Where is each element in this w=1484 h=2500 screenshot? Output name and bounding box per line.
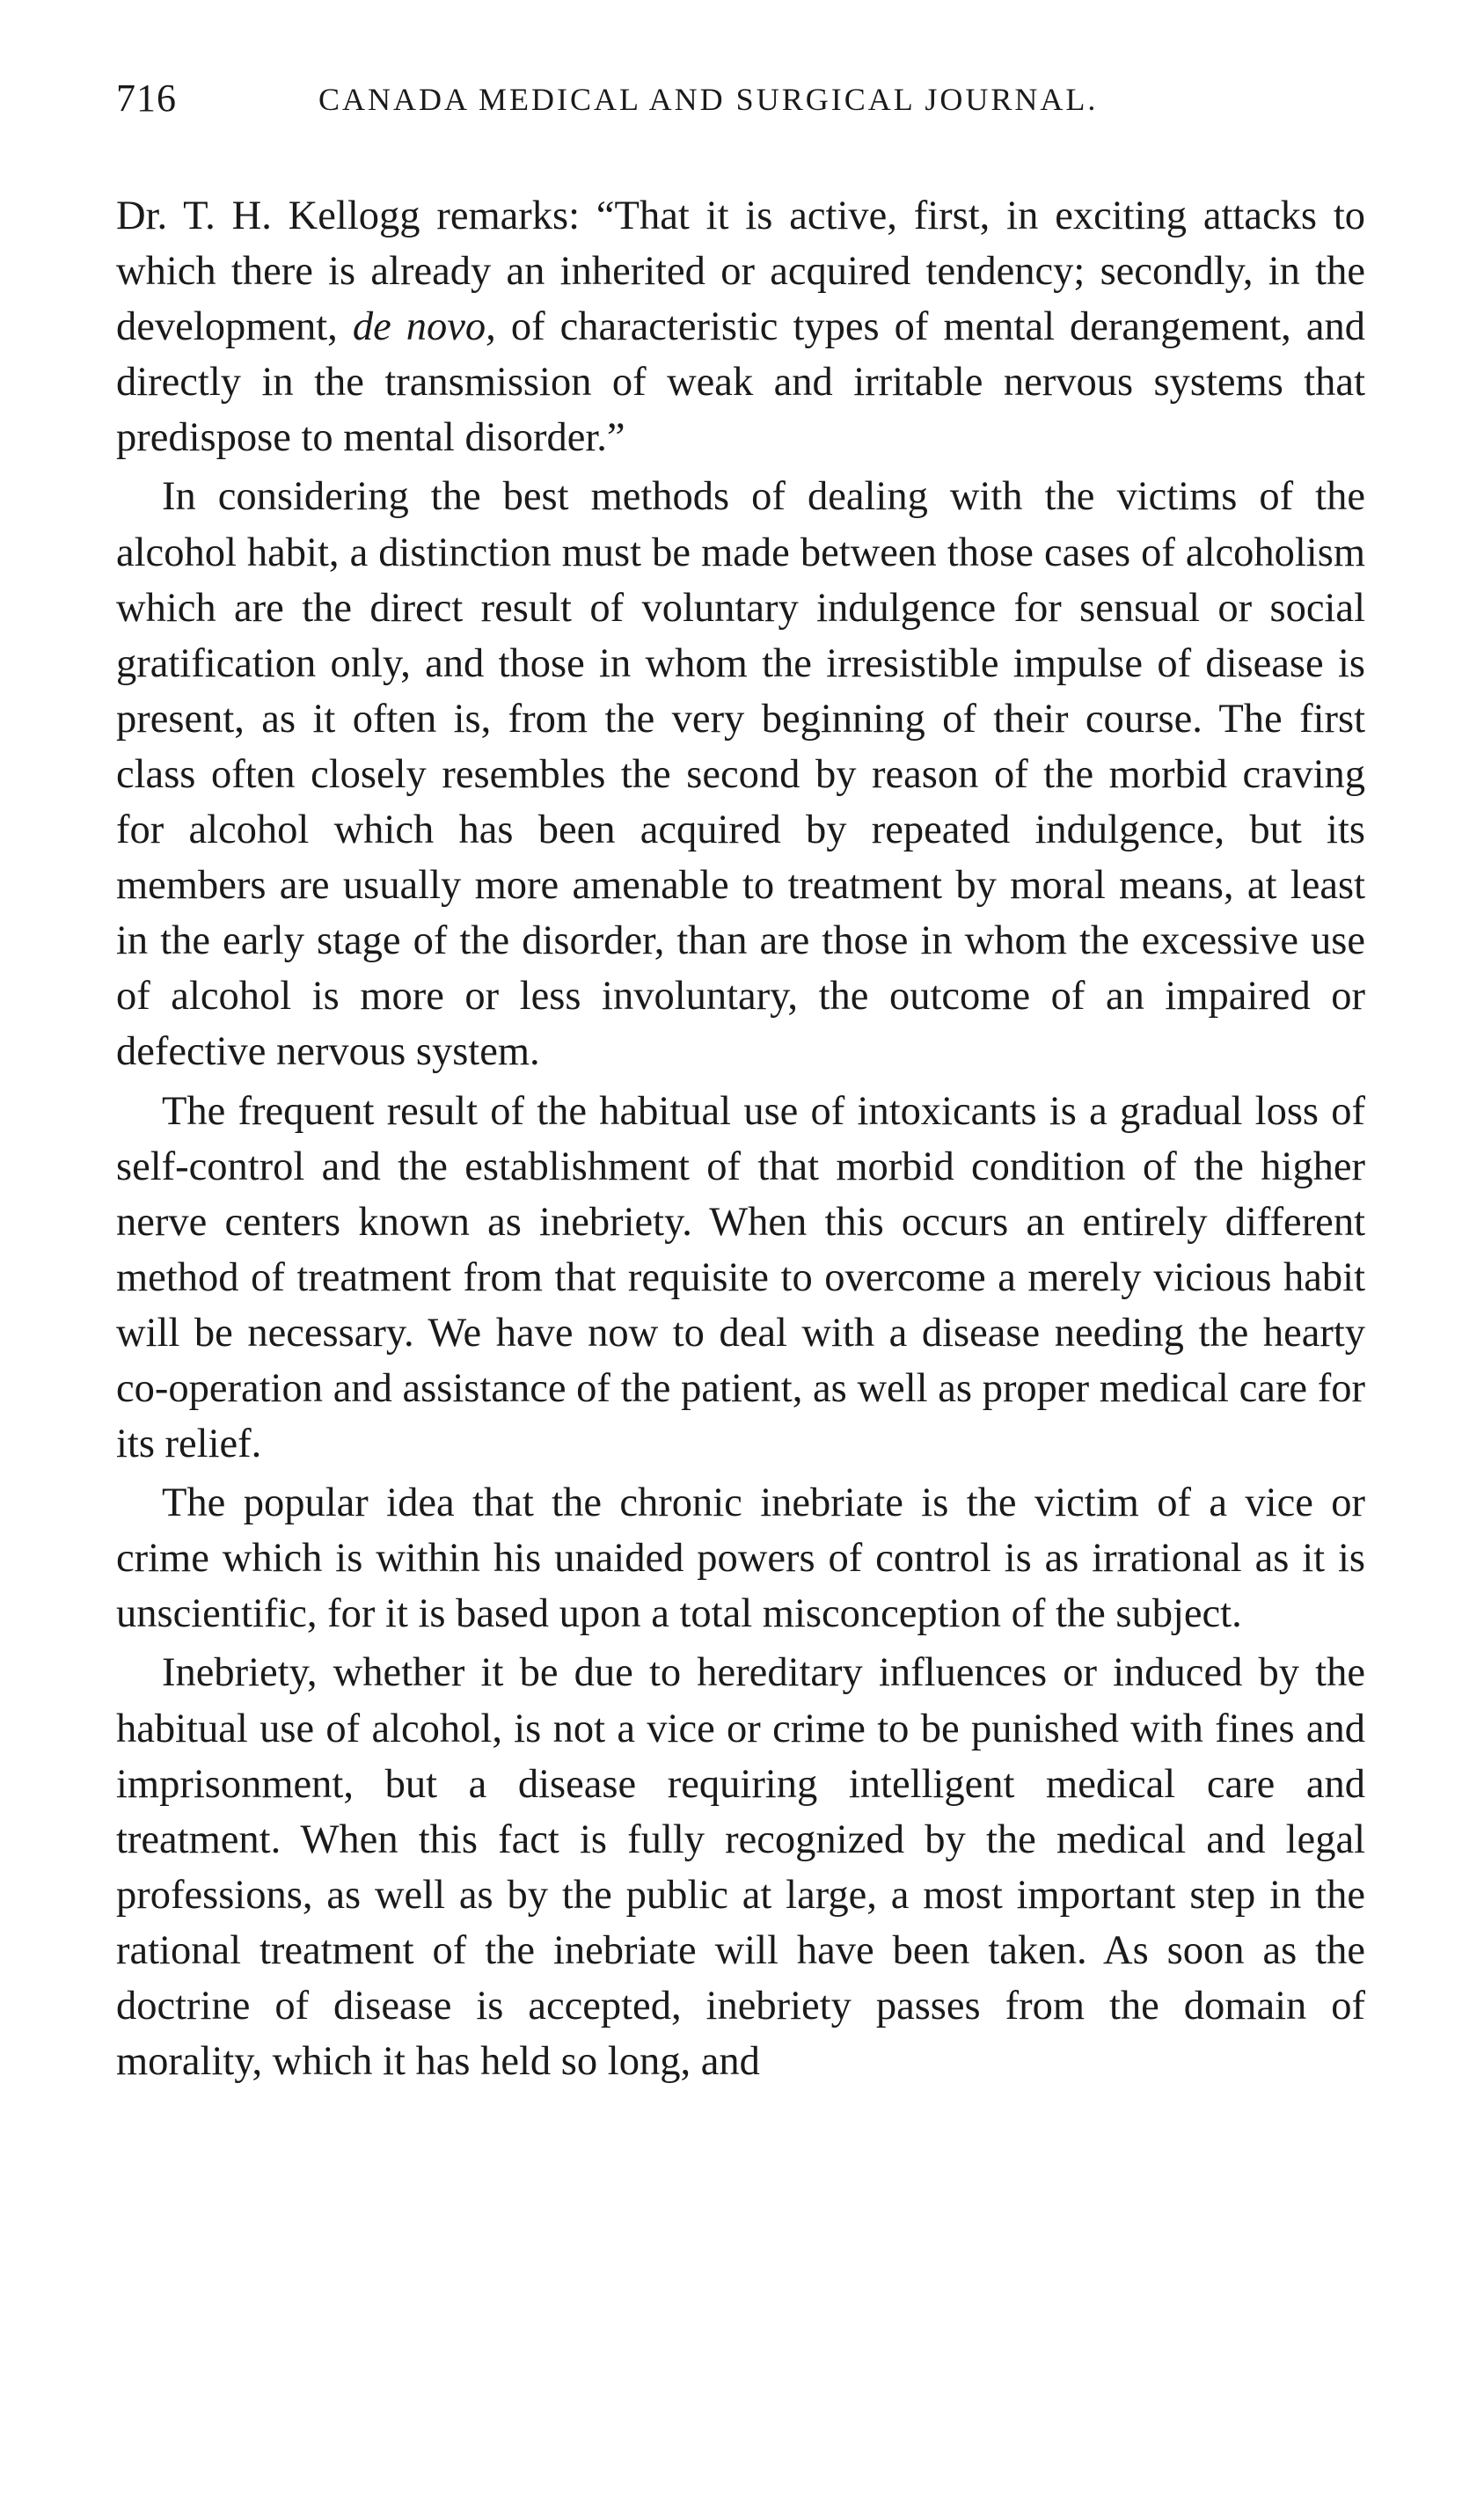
paragraph-habitual-use: The frequent result of the habitual use of intoxicants is a gradual loss of self-control and the establishment of that morbid condition of the higher nerve centers known as inebriety. When this occurs an entirely different method of treatment from that requisite to overcome a merely vicious habit will be necessary. We have now to deal with a disease needing the hearty co-operation and assistance of the patient, as well as proper medical care for its relief. (116, 1088, 1365, 1467)
paragraph-kellogg-quote (116, 188, 1365, 465)
article-body (116, 188, 1365, 2089)
running-head (116, 76, 1365, 137)
journal-page (116, 76, 1365, 2089)
italic-phrase: de novo, (352, 304, 496, 350)
paragraph-methods: In considering the best methods of dealing with the victims of the alcohol habit, a distinction must be made between those cases of alcoholism which are the direct result of voluntary indulgence for sensual or social gratification only, and those in whom the irresistible impulse of disease is present, as it often is, from the very beginning of their course. The first class often closely resembles the second by reason of the morbid craving for alcohol which has been acquired by repeated indulgence, but its members are usually more amenable to treatment by moral means, at least in the early stage of the disorder, than are those in whom the excessive use of alcohol is more or less involuntary, the outcome of an impaired or defective nervous system. (116, 474, 1365, 1075)
journal-title: CANADA MEDICAL AND SURGICAL JOURNAL. (318, 82, 1099, 117)
page-number: 716 (116, 77, 177, 120)
quote-text-start: Dr. T. H. Kellogg remarks: “That it is active, first, in exciting attacks to which there is already an inherited or acquired tendency; secondly, in the development, (116, 194, 1365, 350)
quote-text-end: of characteristic types of mental derangement, and directly in the transmission of weak and irritable nervous systems that predispose to mental disorder.” (116, 304, 1365, 461)
paragraph-popular-idea: The popular idea that the chronic inebriate is the victim of a vice or crime which is within his unaided powers of control is as irrational as it is unscientific, for it is based upon a total misconception of the subject. (116, 1480, 1365, 1637)
paragraph-inebriety-disease: Inebriety, whether it be due to hereditary influences or induced by the habitual use of alcohol, is not a vice or crime to be punished with fines and imprisonment, but a disease requiring intelligent medical care and treatment. When this fact is fully recognized by the medical and legal professions, as well as by the public at large, a most important step in the rational treatment of the inebriate will have been taken. As soon as the doctrine of disease is accepted, inebriety passes from the domain of morality, which it has held so long, and (116, 1650, 1365, 2085)
